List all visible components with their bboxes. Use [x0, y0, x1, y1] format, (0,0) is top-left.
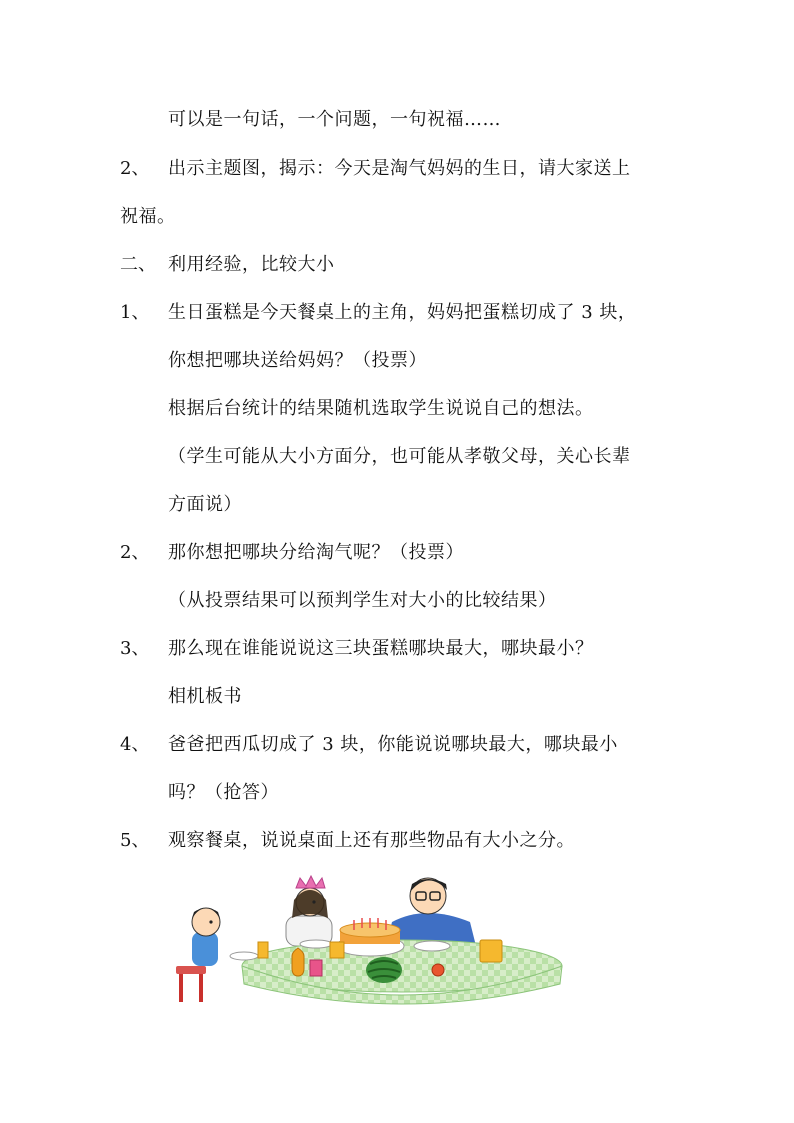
- juice-cup: [330, 942, 344, 958]
- intro-continuation: 可以是一句话，一个问题，一句祝福……: [168, 109, 501, 130]
- item-2-text: 出示主题图，揭示：今天是淘气妈妈的生日，请大家送上: [168, 158, 631, 179]
- juice-bottle: [292, 948, 304, 976]
- question-number-5: 5、: [120, 830, 150, 851]
- question-1-text: 生日蛋糕是今天餐桌上的主角，妈妈把蛋糕切成了 3 块，: [168, 302, 637, 323]
- juice-cup: [258, 942, 268, 958]
- plate: [230, 952, 258, 960]
- plate: [414, 941, 450, 951]
- question-2-text: 那你想把哪块分给淘气呢？（投票）: [168, 542, 464, 563]
- section-2-title: 利用经验，比较大小: [168, 254, 335, 275]
- item-number-2: 2、: [120, 158, 150, 179]
- plate: [300, 940, 332, 948]
- question-4-continuation: 吗？（抢答）: [168, 782, 279, 803]
- item-2-continuation: 祝福。: [120, 206, 176, 227]
- question-number-1: 1、: [120, 302, 150, 323]
- question-number-3: 3、: [120, 638, 150, 659]
- crown-icon: [296, 876, 325, 888]
- drink-box: [310, 960, 322, 976]
- question-1-note: 根据后台统计的结果随机选取学生说说自己的想法。: [168, 398, 594, 419]
- tomato: [432, 964, 444, 976]
- watermelon: [366, 957, 402, 983]
- question-4-text: 爸爸把西瓜切成了 3 块，你能说说哪块最大，哪块最小: [168, 734, 618, 755]
- birthday-table-illustration: [170, 874, 565, 1009]
- question-1-note-2: （学生可能从大小方面分，也可能从孝敬父母，关心长辈: [168, 446, 631, 467]
- juice-cup: [480, 940, 502, 962]
- stool: [176, 966, 206, 1002]
- question-3-text: 那么现在谁能说说这三块蛋糕哪块最大，哪块最小？: [168, 638, 594, 659]
- question-1-note-3: 方面说）: [168, 494, 242, 515]
- boy-figure: [192, 908, 220, 966]
- question-number-4: 4、: [120, 734, 150, 755]
- question-2-note: （从投票结果可以预判学生对大小的比较结果）: [168, 590, 557, 611]
- question-1-continuation: 你想把哪块送给妈妈？（投票）: [168, 350, 427, 371]
- question-3-note: 相机板书: [168, 686, 242, 707]
- question-number-2: 2、: [120, 542, 150, 563]
- mom-figure: [286, 876, 332, 946]
- question-5-text: 观察餐桌，说说桌面上还有那些物品有大小之分。: [168, 830, 575, 851]
- section-number-2: 二、: [120, 254, 156, 275]
